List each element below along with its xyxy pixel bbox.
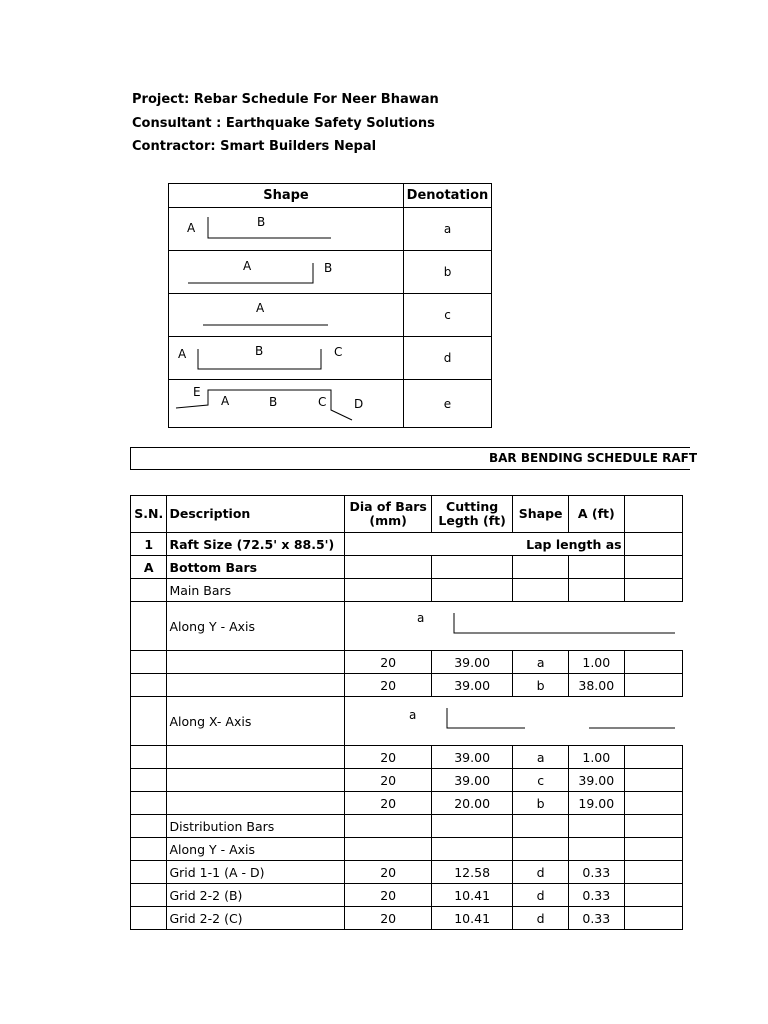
dia-cell: 20	[345, 861, 432, 884]
along-y-data-row-1	[131, 651, 683, 674]
shape-b-label-b: B	[324, 261, 333, 275]
cutting-length-header: Cutting Legth (ft)	[432, 496, 513, 533]
along-x-shape-cell	[345, 697, 683, 746]
shape-column-header: Shape	[169, 184, 404, 208]
grid-row-2	[131, 884, 683, 907]
cutting-length-cell: 39.00	[432, 651, 513, 674]
a-ft-cell: 39.00	[569, 769, 625, 792]
shape-a-label-b: B	[257, 215, 266, 229]
shape-b-cell	[169, 251, 404, 294]
sn-header: S.N.	[131, 496, 167, 533]
denotation-d: d	[404, 337, 492, 380]
dia-cell: 20	[345, 651, 432, 674]
bottom-bars-row	[131, 556, 683, 579]
along-x-row	[131, 697, 683, 746]
shape-d-cell	[169, 337, 404, 380]
shape-d-label-a: A	[178, 347, 187, 361]
cutting-length-cell: 20.00	[432, 792, 513, 815]
denotation-column-header: Denotation	[404, 184, 492, 208]
shape-e-label-c: C	[318, 395, 327, 409]
bottom-bars-sn: A	[131, 556, 167, 579]
raft-description: Raft Size (72.5' x 88.5')	[167, 533, 345, 556]
shape-cell: c	[513, 769, 569, 792]
shape-header: Shape	[513, 496, 569, 533]
grid-description: Grid 1-1 (A - D)	[167, 861, 345, 884]
shape-a-label-a: A	[187, 221, 196, 235]
a-ft-header: A (ft)	[569, 496, 625, 533]
shape-e-label-d: D	[354, 397, 364, 411]
shapes-legend-table	[168, 183, 492, 428]
schedule-header-row	[131, 496, 683, 533]
a-ft-cell: 0.33	[569, 861, 625, 884]
project-title: Project: Rebar Schedule For Neer Bhawan	[132, 92, 439, 107]
shape-cell: d	[513, 861, 569, 884]
along-x-data-row-1	[131, 746, 683, 769]
grid-description: Grid 2-2 (B)	[167, 884, 345, 907]
distribution-bars-row	[131, 815, 683, 838]
lap-length-note: Lap length as	[345, 533, 624, 556]
schedule-banner-title: BAR BENDING SCHEDULE RAFT	[489, 451, 698, 465]
along-y-shape-label: a	[417, 611, 425, 625]
bottom-bars-description: Bottom Bars	[167, 556, 345, 579]
shape-e-cell	[169, 380, 404, 428]
cutting-length-cell: 39.00	[432, 674, 513, 697]
schedule-banner	[130, 447, 698, 470]
shape-b-label-a: A	[243, 259, 252, 273]
shape-e-diagram	[169, 380, 403, 427]
shape-cell: d	[513, 884, 569, 907]
shape-e-label-b: B	[269, 395, 278, 409]
distribution-bars-label: Distribution Bars	[167, 815, 345, 838]
a-ft-cell: 0.33	[569, 907, 625, 930]
shape-cell: a	[513, 651, 569, 674]
distribution-along-y-label: Along Y - Axis	[167, 838, 345, 861]
along-y-shape-cell	[345, 602, 683, 651]
dia-cell: 20	[345, 884, 432, 907]
dia-cell: 20	[345, 907, 432, 930]
shape-b-diagram	[169, 251, 403, 293]
shape-cell: d	[513, 907, 569, 930]
along-y-data-row-2	[131, 674, 683, 697]
shape-a-cell	[169, 208, 404, 251]
dia-cell: 20	[345, 746, 432, 769]
shape-d-label-c: C	[334, 345, 343, 359]
along-x-data-row-3	[131, 792, 683, 815]
along-y-shape-diagram	[345, 602, 675, 650]
shape-cell: b	[513, 792, 569, 815]
shape-d-label-b: B	[255, 344, 264, 358]
dia-header: Dia of Bars (mm)	[345, 496, 432, 533]
shape-e-label-e: E	[193, 385, 201, 399]
shape-c-cell	[169, 294, 404, 337]
along-y-label: Along Y - Axis	[167, 602, 345, 651]
shape-e-label-a: A	[221, 394, 230, 408]
shape-d-diagram	[169, 337, 403, 379]
denotation-e: e	[404, 380, 492, 428]
dia-cell: 20	[345, 792, 432, 815]
schedule-table-wrapper	[130, 495, 683, 945]
along-y-row	[131, 602, 683, 651]
denotation-c: c	[404, 294, 492, 337]
description-header: Description	[167, 496, 345, 533]
cutting-length-cell: 12.58	[432, 861, 513, 884]
denotation-b: b	[404, 251, 492, 294]
shape-cell: a	[513, 746, 569, 769]
denotation-a: a	[404, 208, 492, 251]
contractor-line: Contractor: Smart Builders Nepal	[132, 139, 377, 154]
cutting-length-cell: 10.41	[432, 884, 513, 907]
a-ft-cell: 38.00	[569, 674, 625, 697]
dia-cell: 20	[345, 674, 432, 697]
along-x-label: Along X- Axis	[167, 697, 345, 746]
grid-description: Grid 2-2 (C)	[167, 907, 345, 930]
shape-cell: b	[513, 674, 569, 697]
grid-row-3	[131, 907, 683, 930]
schedule-table	[130, 495, 683, 930]
shape-c-label-a: A	[256, 301, 265, 315]
shape-a-diagram	[169, 208, 403, 250]
a-ft-cell: 0.33	[569, 884, 625, 907]
dia-cell: 20	[345, 769, 432, 792]
main-bars-row	[131, 579, 683, 602]
cutting-length-cell: 39.00	[432, 746, 513, 769]
a-ft-cell: 1.00	[569, 746, 625, 769]
distribution-along-y-row	[131, 838, 683, 861]
raft-sn: 1	[131, 533, 167, 556]
along-x-data-row-2	[131, 769, 683, 792]
along-x-shape-diagram	[345, 697, 675, 745]
along-x-shape-label: a	[409, 708, 417, 722]
cutting-length-cell: 39.00	[432, 769, 513, 792]
shape-c-diagram	[169, 294, 403, 336]
main-bars-label: Main Bars	[167, 579, 345, 602]
a-ft-cell: 1.00	[569, 651, 625, 674]
grid-row-1	[131, 861, 683, 884]
consultant-line: Consultant : Earthquake Safety Solutions	[132, 116, 435, 131]
raft-row	[131, 533, 683, 556]
a-ft-cell: 19.00	[569, 792, 625, 815]
cutting-length-cell: 10.41	[432, 907, 513, 930]
